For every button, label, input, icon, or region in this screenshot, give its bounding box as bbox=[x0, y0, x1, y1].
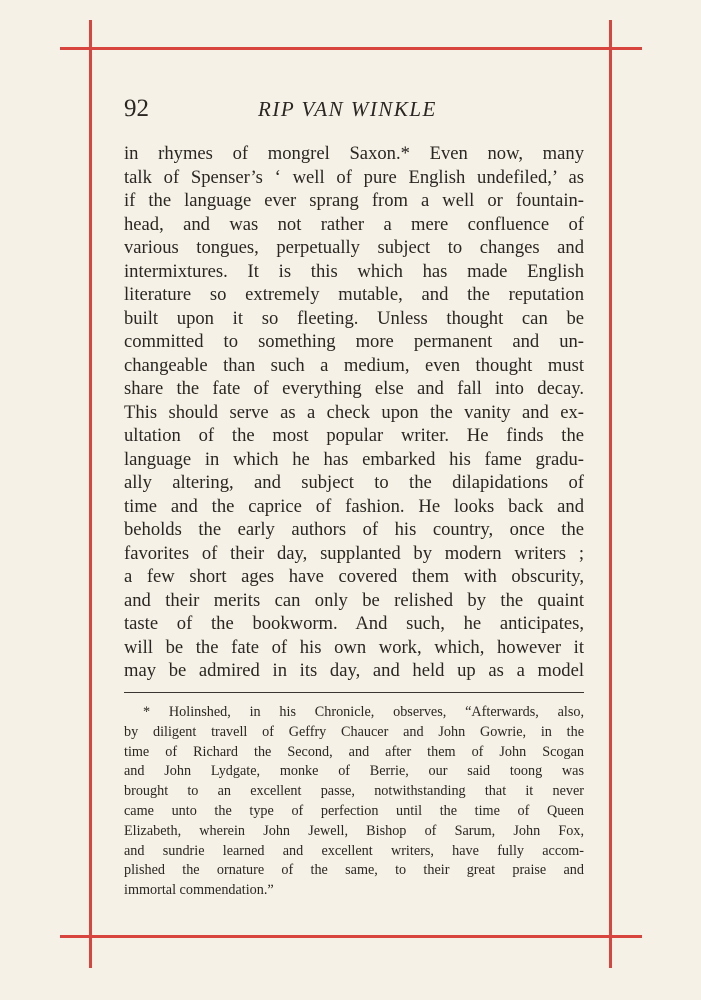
footnote-line: immortal commendation.” bbox=[124, 882, 274, 899]
body-line: taste of the bookworm. And such, he anticipates, bbox=[124, 613, 584, 634]
body-line: literature so extremely mutable, and the reputation bbox=[124, 284, 584, 305]
footnote bbox=[124, 703, 584, 901]
page-header bbox=[124, 94, 584, 126]
footnote-line: * Holinshed, in his Chronicle, observes, “Afterwards, also, bbox=[143, 704, 584, 720]
footnote-line: plished the ornature of the same, to their great praise and bbox=[124, 862, 584, 879]
border-rule-right bbox=[609, 20, 612, 968]
page-number: 92 bbox=[124, 95, 149, 122]
body-line: language in which he has embarked his fame gradu- bbox=[124, 448, 584, 470]
footnote-line: came unto the type of perfection until the time of Queen bbox=[124, 802, 584, 819]
body-line: may be admired in its day, and held up as a model bbox=[124, 660, 584, 681]
body-line: talk of Spenser’s ‘ well of pure English undefiled,’ as bbox=[124, 166, 584, 188]
body-line: favorites of their day, supplanted by modern writers ; bbox=[124, 542, 584, 564]
body-line: beholds the early authors of his country, once the bbox=[124, 519, 584, 540]
footnote-line: by diligent travell of Geffry Chaucer and John Gowrie, in the bbox=[124, 723, 584, 740]
footnote-line: brought to an excellent passe, notwithstanding that it never bbox=[124, 783, 584, 800]
body-line: ultation of the most popular writer. He finds the bbox=[124, 425, 584, 446]
footnote-separator bbox=[124, 692, 584, 693]
body-line: ally altering, and subject to the dilapidations of bbox=[124, 472, 584, 493]
body-line: head, and was not rather a mere confluence of bbox=[124, 213, 584, 235]
border-rule-bottom bbox=[60, 935, 642, 938]
body-line: This should serve as a check upon the vanity and ex- bbox=[124, 401, 584, 423]
footnote-line: and John Lydgate, monke of Berrie, our said toong was bbox=[124, 763, 584, 780]
border-rule-top bbox=[60, 47, 642, 50]
footnote-line: and sundrie learned and excellent writers, have fully accom- bbox=[124, 842, 584, 859]
footnote-line: time of Richard the Second, and after them of John Scogan bbox=[124, 743, 584, 760]
border-rule-left bbox=[89, 20, 92, 968]
body-line: various tongues, perpetually subject to changes and bbox=[124, 237, 584, 258]
body-line: time and the caprice of fashion. He looks back and bbox=[124, 495, 584, 517]
running-title: RIP VAN WINKLE bbox=[258, 97, 437, 121]
body-line: if the language ever sprang from a well or fountain- bbox=[124, 190, 584, 211]
footnote-line: Elizabeth, wherein John Jewell, Bishop of Sarum, John Fox, bbox=[124, 822, 584, 839]
body-text bbox=[124, 142, 584, 683]
body-line: intermixtures. It is this which has made English bbox=[124, 260, 584, 282]
body-line: built upon it so fleeting. Unless thought can be bbox=[124, 307, 584, 329]
body-line: in rhymes of mongrel Saxon.* Even now, many bbox=[124, 143, 584, 164]
body-line: will be the fate of his own work, which, however it bbox=[124, 636, 584, 658]
body-line: a few short ages have covered them with obscurity, bbox=[124, 566, 584, 587]
body-line: changeable than such a medium, even thought must bbox=[124, 354, 584, 376]
body-line: committed to something more permanent and un- bbox=[124, 331, 584, 352]
body-line: share the fate of everything else and fall into decay. bbox=[124, 378, 584, 399]
body-line: and their merits can only be relished by the quaint bbox=[124, 589, 584, 611]
